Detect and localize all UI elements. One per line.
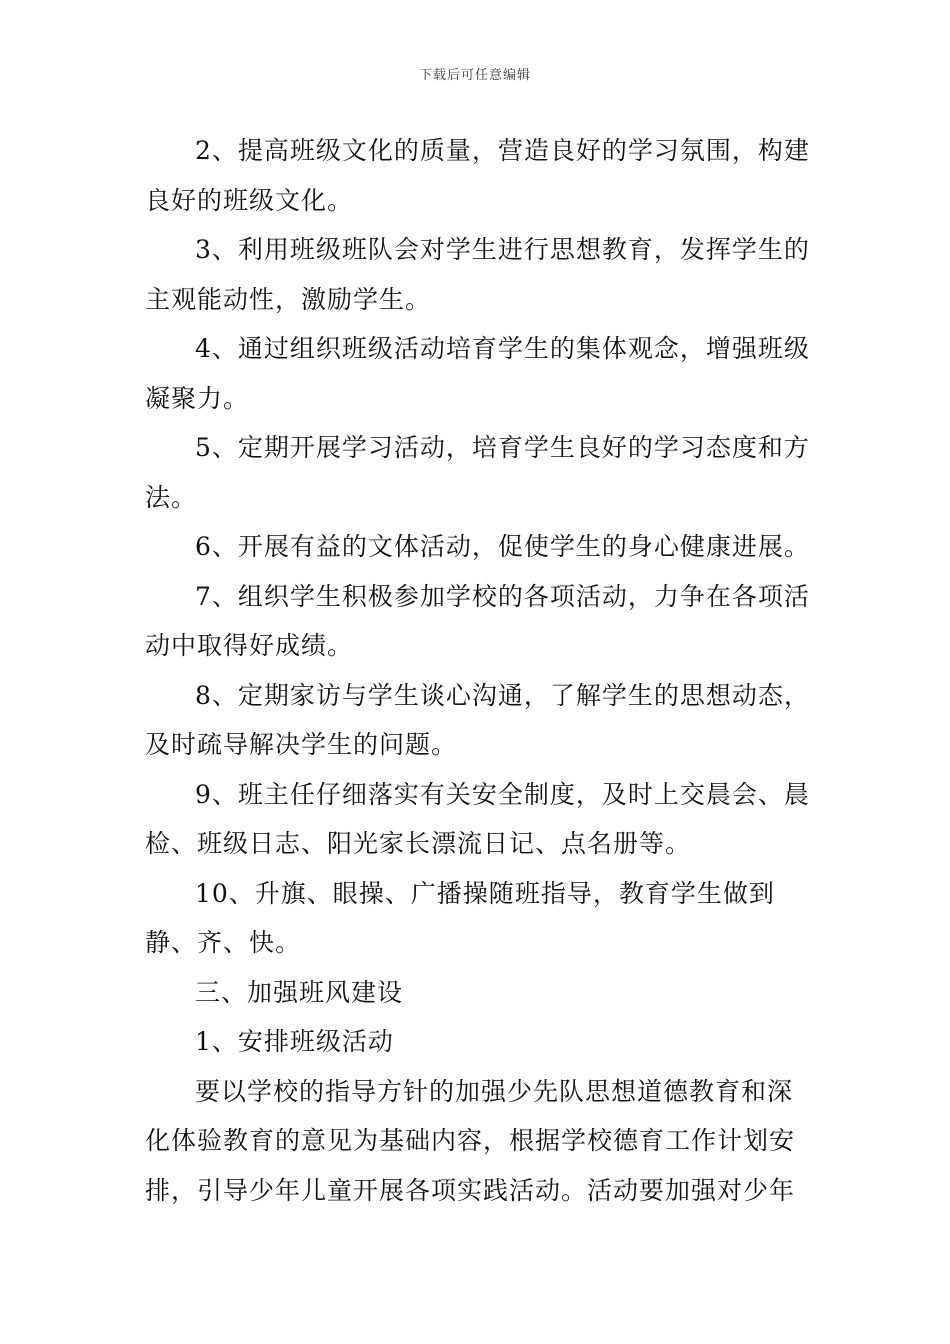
paragraph-item-4: 4、通过组织班级活动培育学生的集体观念，增强班级凝聚力。 — [145, 334, 810, 413]
paragraph-item-2: 2、提高班级文化的质量，营造良好的学习氛围，构建良好的班级文化。 — [145, 136, 810, 215]
body-paragraph: 要以学校的指导方针的加强少先队思想道德教育和深化体验教育的意见为基础内容，根据学校德育工作计划安排，引导少年儿童开展各项实践活动。活动要加强对少年 — [145, 1076, 796, 1205]
page-header-note: 下载后可任意编辑 — [418, 68, 531, 83]
document-body — [145, 126, 813, 1215]
subsection-heading: 1、安排班级活动 — [195, 1027, 394, 1056]
paragraph-item-10: 10、升旗、眼操、广播操随班指导，教育学生做到静、齐、快。 — [145, 878, 775, 957]
paragraph-item-9: 9、班主任仔细落实有关安全制度，及时上交晨会、晨检、班级日志、阳光家长漂流日记、点名册等。 — [145, 779, 810, 858]
paragraph-item-7: 7、组织学生积极参加学校的各项活动，力争在各项活动中取得好成绩。 — [145, 581, 810, 660]
section-heading: 三、加强班风建设 — [195, 977, 404, 1007]
paragraph-item-5: 5、定期开展学习活动，培育学生良好的学习态度和方法。 — [145, 433, 810, 512]
paragraph-item-6: 6、开展有益的文体活动，促使学生的身心健康进展。 — [195, 532, 810, 561]
paragraph-item-3: 3、利用班级班队会对学生进行思想教育，发挥学生的主观能动性，激励学生。 — [145, 235, 810, 314]
paragraph-item-8: 8、定期家访与学生谈心沟通，了解学生的思想动态，及时疏导解决学生的问题。 — [145, 680, 810, 759]
